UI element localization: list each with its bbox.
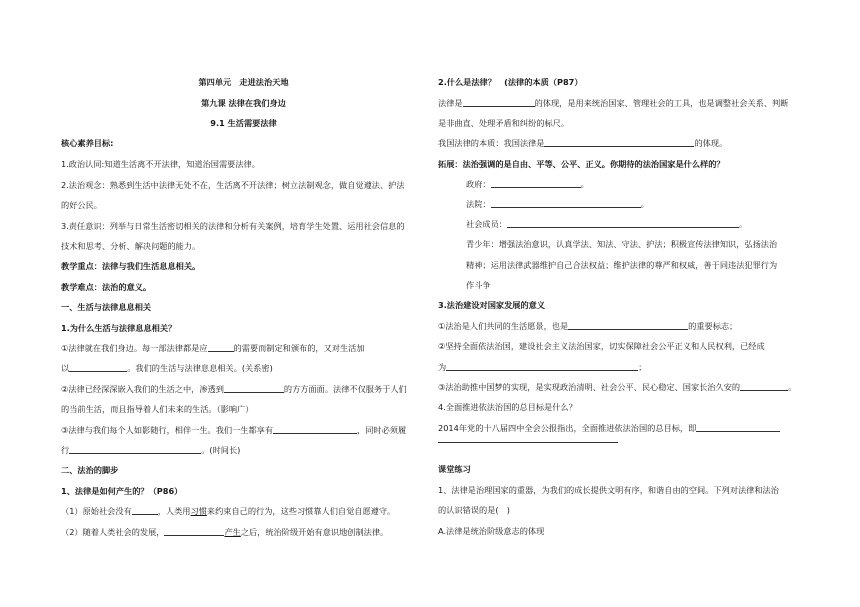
goal-3-line-1: 3.责任意识：列举与日常生活密切相关的法律和分析有关案例，培育学生处置、运用社会信息的 [61, 221, 405, 231]
part-2-heading: 二、法治的脚步 [61, 465, 119, 475]
law-nature-line: 我国法律的本质：我国法律是 的体现。 [438, 138, 728, 148]
court-line: 法院： 。 [466, 199, 649, 209]
law-line-2: 是非曲直、处理矛盾和纠纷的标尺。 [438, 118, 570, 128]
goal-line: 2014年党的十八届四中全会公报指出，全面推进依法治国的总目标，即 [438, 422, 780, 434]
law-line-1: 法律是 的体现，是用来统治国家、管理社会的工具，也是调整社会关系、判断 [438, 98, 789, 108]
fill-blank[interactable] [740, 381, 788, 391]
point-3-line-2: 行 。(时间长) [61, 445, 241, 455]
fill-blank[interactable] [273, 424, 357, 434]
goal-2-line-2: 的好公民。 [61, 200, 102, 210]
youth-line-1: 青少年：增强法治意识，认真学法、知法、守法、护法；积极宣传法律知识，弘扬法治 [466, 239, 778, 249]
unit-title: 第四单元 走进法治天地 [198, 77, 289, 87]
fill-blank[interactable] [164, 526, 224, 536]
part-1-heading: 一、生活与法律息息相关 [61, 302, 152, 312]
fill-blank[interactable] [507, 218, 739, 228]
question-1-heading: 1.为什么生活与法律息息相关？ [61, 323, 177, 333]
fill-blank[interactable] [491, 198, 641, 208]
meaning-2-line-2: 为 ； [438, 362, 647, 372]
step-2: （2）随着人类社会的发展， 产生之后，统治阶级开始有意识地创制法律。 [61, 527, 389, 537]
practice-1-line-2: 的认识错误的是( ) [438, 505, 510, 515]
meaning-3: ③法治助推中国梦的实现，是实现政治清明、社会公平、民心稳定、国家长治久安的 。 [438, 382, 797, 392]
fill-blank[interactable] [463, 97, 535, 107]
lesson-title: 第九课 法律在我们身边 [201, 98, 286, 108]
practice-1-line-1: 1、法律是治理国家的重器，为我们的成长提供文明有序，和谐自由的空间。下列对法律和法治 [438, 485, 779, 495]
fill-blank[interactable] [544, 137, 694, 147]
youth-line-3: 作斗争 [466, 280, 491, 290]
fill-blank[interactable] [208, 342, 234, 352]
goal-2-line-1: 2.法治观念：熟悉到生活中法律无处不在，生活离不开法律；树立法制观念，做自觉遵法、护法 [61, 180, 405, 190]
difficult-point: 教学难点：法治的意义。 [61, 282, 152, 292]
fill-blank[interactable] [446, 361, 638, 371]
fill-blank[interactable] [69, 362, 127, 372]
practice-heading: 课堂练习 [438, 464, 471, 474]
point-1-line-2: 以 。我们的生活与法律息息相关。(关系密) [61, 363, 273, 373]
left-column [61, 0, 426, 607]
meaning-1: ①法治是人们共同的生活愿景，也是 的重要标志； [438, 321, 738, 331]
goal-3-line-2: 技术和思考、分析、解决问题的能力。 [61, 241, 201, 251]
society-line: 社会成员： 。 [466, 219, 748, 229]
section-title: 9.1 生活需要法律 [210, 118, 277, 128]
youth-line-2: 精神；运用法律武器维护自己合法权益；维护法律的尊严和权威，善于同违法犯罪行为 [466, 260, 778, 270]
question-2-heading: 2.什么是法律？ (法律的本质（P87） [438, 77, 583, 87]
fill-blank[interactable] [224, 383, 284, 393]
point-1-line-1: ①法律就在我们身边。每一部法律都是应 的需要而制定和颁布的，又对生活加 [61, 343, 365, 353]
fill-blank[interactable] [69, 444, 201, 454]
extension-heading: 拓展：法治强调的是自由、平等、公平、正义。你期待的法治国家是什么样的？ [438, 159, 725, 169]
option-a: A.法律是统治阶级意志的体现 [438, 526, 545, 536]
fill-blank[interactable] [132, 505, 158, 515]
meaning-2-line-1: ②坚持全面依法治国，建设社会主义法治国家，切实保障社会公平正义和人民权利，已经成 [438, 341, 765, 351]
question-4-heading: 4.全面推进依法治国的总目标是什么？ [438, 402, 577, 412]
point-2-line-2: 的当前生活，而且指导着人们未来的生活。（影响广） [61, 404, 254, 414]
step-1: （1）原始社会没有 ，人类用习惯来约束自己的行为，这些习惯靠人们自觉自愿遵守。 [61, 506, 396, 516]
question-2-heading: 1、法律是如何产生的？（P86） [61, 486, 183, 496]
fill-blank[interactable] [491, 178, 581, 188]
fill-blank[interactable] [438, 433, 618, 443]
government-line: 政府： 。 [466, 179, 589, 189]
goal-1: 1.政治认同:知道生活离不开法律，知道治国需要法律。 [61, 159, 260, 169]
right-column [438, 0, 813, 607]
goal-continuation [438, 433, 618, 445]
fill-blank[interactable] [568, 320, 688, 330]
core-goal-heading: 核心素养目标: [61, 138, 114, 148]
fill-blank[interactable] [696, 422, 780, 432]
question-3-heading: 3.法治建设对国家发展的意义 [438, 300, 546, 310]
point-3-line-1: ③法律与我们每个人如影随行，相伴一生。我们一生都享有 ，同时必须履 [61, 425, 407, 435]
point-2-line-1: ②法律已经深深嵌入我们的生活之中，渗透到 的方方面面。法律不仅服务于人们 [61, 384, 407, 394]
key-point: 教学重点：法律与我们生活息息相关。 [61, 261, 201, 271]
